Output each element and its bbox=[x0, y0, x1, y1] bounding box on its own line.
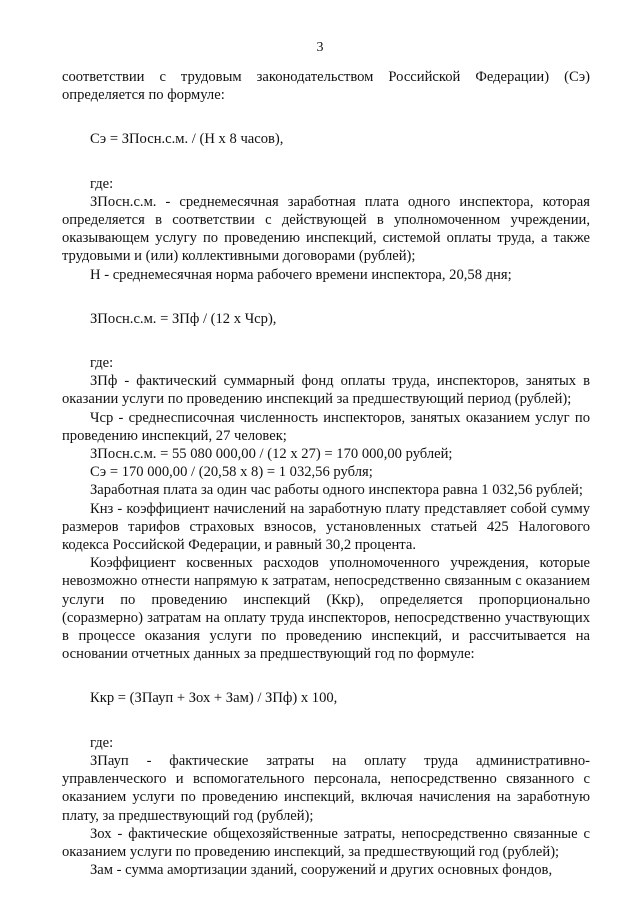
calculation-se: Сэ = 170 000,00 / (20,58 х 8) = 1 032,56 рубля; bbox=[90, 464, 373, 481]
hourly-wage-statement: Заработная плата за один час работы одного инспектора равна 1 032,56 рублей; bbox=[90, 482, 583, 499]
where-label: где: bbox=[90, 175, 114, 192]
definition-zam: Зам - сумма амортизации зданий, сооружений и других основных фондов, bbox=[90, 862, 553, 879]
definition-zposn: ЗПосн.с.м. - среднемесячная заработная плата одного инспектора, которая определяется в соответствии с действующей в уполномоченном учреждении, оказывающем услугу по проведению инспекций, системой оплаты труда, а также трудовыми и (или) коллективными договорами (рублей); bbox=[62, 193, 590, 265]
definition-n: Н - среднемесячная норма рабочего времени инспектора, 20,58 дня; bbox=[90, 266, 512, 283]
document-body bbox=[62, 68, 590, 879]
definition-zpf: ЗПф - фактический суммарный фонд оплаты труда, инспекторов, занятых в оказании услуги по проведению инспекций за предшествующий период (рублей); bbox=[62, 373, 590, 408]
where-label: где: bbox=[90, 734, 114, 751]
definition-zpaup: ЗПауп - фактические затраты на оплату труда административно-управленческого и вспомогательного персонала, непосредственно связанного с оказанием услуги по проведению инспекций, включая начисления на заработную плату, за предшествующий год (рублей); bbox=[62, 752, 590, 824]
page-number: 3 bbox=[316, 40, 324, 55]
formula-se: Сэ = ЗПосн.с.м. / (Н х 8 часов), bbox=[90, 131, 284, 148]
definition-knz: Кнз - коэффициент начислений на заработную плату представляет собой сумму размеров тарифов страховых взносов, установленных статьей 425 Налогового кодекса Российской Федерации, и равный 30,2 процента. bbox=[62, 500, 590, 554]
formula-zposn: ЗПосн.с.м. = ЗПф / (12 х Чср), bbox=[90, 310, 277, 327]
definition-chsr: Чср - среднесписочная численность инспекторов, занятых оказанием услуг по проведению инспекций, 27 человек; bbox=[62, 409, 590, 444]
formula-kkr: Ккр = (ЗПауп + Зох + Зам) / ЗПф) х 100, bbox=[90, 690, 338, 707]
definition-zox: Зох - фактические общехозяйственные затраты, непосредственно связанные с оказанием услуги по проведению инспекций, за предшествующий год (рублей); bbox=[62, 825, 590, 860]
intro-paragraph: соответствии с трудовым законодательством Российской Федерации) (Сэ) определяется по формуле: bbox=[62, 69, 590, 104]
calculation-zposn: ЗПосн.с.м. = 55 080 000,00 / (12 х 27) = 170 000,00 рублей; bbox=[90, 446, 453, 463]
indirect-costs-paragraph: Коэффициент косвенных расходов уполномоченного учреждения, которые невозможно отнести напрямую к затратам, непосредственно связанным с оказанием услуги по проведению инспекций (Ккр), определяется пропорционально (соразмерно) затратам на оплату труда инспекторов, непосредственно участвующих в процессе оказания услуги по проведению инспекций, и рассчитывается на основании отчетных данных за предшествующий год по формуле: bbox=[62, 555, 590, 663]
where-label: где: bbox=[90, 355, 114, 372]
